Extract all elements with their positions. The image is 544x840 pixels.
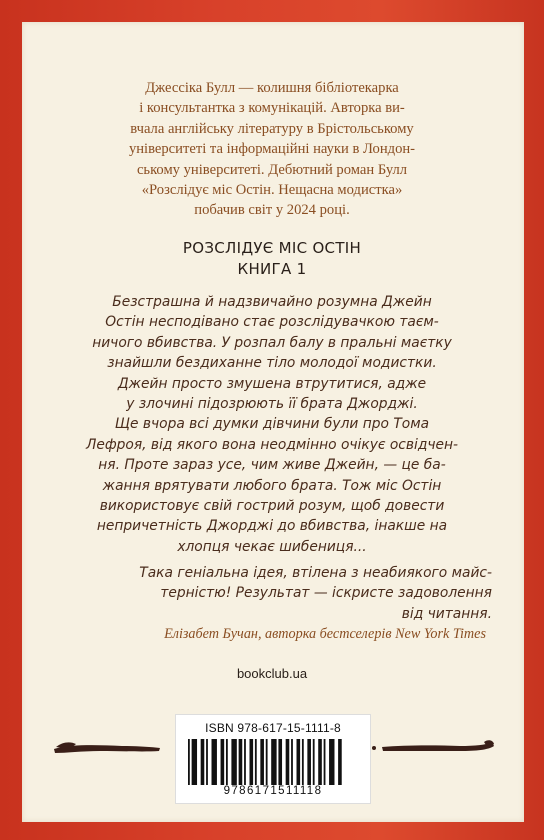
barcode-bar [249,739,253,785]
author-bio-line: і консультантка з комунікацій. Авторка ви- [139,100,405,117]
synopsis-line: у злочині підозрюють її брата Джорджі. [126,396,418,413]
synopsis-line: Остін несподівано стає розслідувачкою таєм- [105,314,439,331]
barcode-bar [212,739,217,785]
barcode-bar [329,739,334,785]
barcode-bar [271,739,276,785]
barcode-bar [307,739,311,785]
synopsis [56,292,488,557]
isbn-text: ISBN 978-617-15-1111-8 [205,721,341,735]
barcode [186,739,360,785]
barcode-bar [313,739,315,785]
barcode-bar [260,739,264,785]
barcode-bar [188,739,190,785]
synopsis-line: непричетність Джорджі до вбивства, інакше на [96,518,448,535]
barcode-bar [192,739,197,785]
series-title: РОЗСЛІДУЄ МІС ОСТІН [182,239,362,257]
synopsis-line: Лефроя, від якого вона неодмінно очікує освідчен- [85,436,459,453]
ink-stroke-left [52,736,162,758]
barcode-bar [221,739,225,785]
ink-dot [372,746,376,750]
synopsis-line: ня. Проте зараз усе, чим живе Джейн, — це ба- [98,457,446,474]
author-bio [62,78,482,221]
barcode-bar [291,739,293,785]
author-bio-line: університеті та інформаційні науки в Лондон- [128,141,416,158]
author-bio-line: вчала англійську літературу в Брістольському [130,120,414,137]
review-quote [60,563,492,624]
author-bio-line: «Розслідує міс Остін. Нещасна модистка» [141,182,403,199]
synopsis-line: Ще вчора всі думки дівчини були про Тома [114,416,430,433]
barcode-bar [231,739,236,785]
author-bio-line: ському університеті. Дебютний роман Булл [136,161,408,178]
synopsis-line: використовує свій гострий розум, щоб довести [99,498,445,515]
synopsis-line: жання врятувати любого брата. Тож міс Остін [102,477,442,494]
barcode-bar [266,739,268,785]
series-book-number: КНИГА 1 [237,260,307,278]
synopsis-line: Безстрашна й надзвичайно розумна Джейн [112,294,432,310]
barcode-bar [302,739,304,785]
publisher-site: bookclub.ua [236,666,308,681]
barcode-bar [239,739,243,785]
barcode-bar [297,739,301,785]
barcode-bar [244,739,246,785]
quote-line: Така геніальна ідея, втілена з неабиякого майс- [139,565,492,581]
author-bio-line: Джессіка Булл — колишня бібліотекарка [145,80,399,96]
synopsis-line: Джейн просто змушена втрутитися, адже [117,375,427,392]
barcode-bar [286,739,290,785]
series-heading [62,238,482,280]
synopsis-line: знайшли бездиханне тіло молодої модистки. [107,355,437,372]
barcode-label [175,714,371,804]
quote-line: терністю! Результат — іскристе задоволення [160,585,492,602]
quote-author: Елізабет Бучан, авторка бестселерів New York Times [164,626,486,642]
barcode-bar [201,739,205,785]
barcode-bar [255,739,257,785]
quote-line: від читання. [401,605,492,622]
barcode-digits: 9786171511118 [223,785,323,797]
barcode-bar [338,739,342,785]
ink-stroke-right [380,736,496,758]
synopsis-line: хлопця чекає шибениця... [177,538,367,555]
barcode-bar [324,739,326,785]
synopsis-line: ничого вбивства. У розпал балу в пральні маєтку [92,334,452,351]
author-bio-line: побачив світ у 2024 році. [194,202,350,219]
barcode-bar [226,739,228,785]
barcode-bar [206,739,208,785]
barcode-bar [278,739,282,785]
barcode-bar [318,739,322,785]
